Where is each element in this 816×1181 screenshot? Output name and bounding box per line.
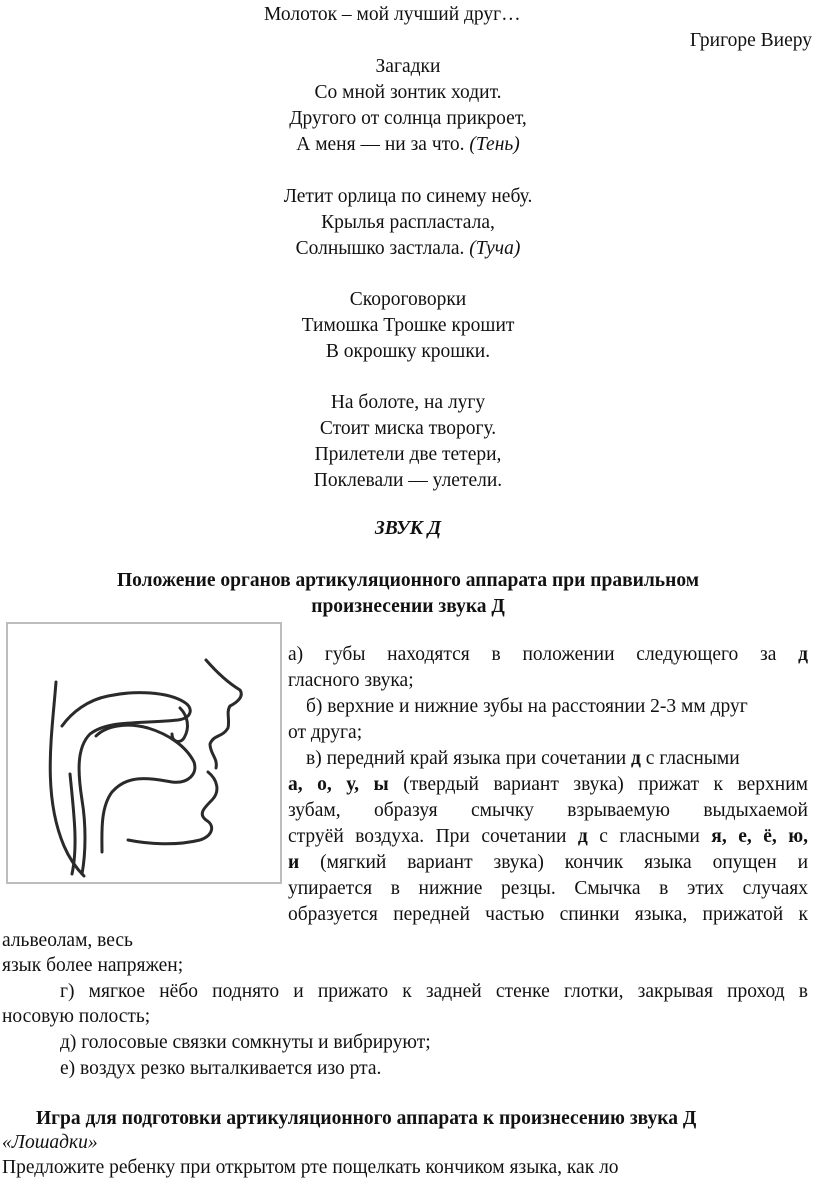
item-v-hard-vowels: а, о, у, ы [288, 774, 389, 795]
riddles-heading: Загадки [375, 56, 441, 77]
item-v-text-3: (твердый вариант звука) прижат к верхним [403, 774, 809, 795]
item-a-text: а) губы находятся в положении следующего за [288, 644, 777, 665]
item-v-text-5: с гласными [599, 826, 700, 847]
item-v-line-5 [288, 850, 808, 876]
item-g-line-1: г) мягкое нёбо поднято и прижато к задней стенке глотки, закрывая проход в [60, 981, 808, 1002]
articulation-profile-diagram-icon [8, 624, 280, 882]
twister-2-line-3: Прилетели две тетери, [314, 444, 502, 465]
section-subheading-line-1: Положение органов артикуляционного аппарата при правильном [117, 570, 699, 591]
twister-1-line-2: В окрошку крошки. [325, 341, 491, 362]
riddle-2-line-3 [0, 236, 816, 262]
poem-author: Григоре Виеру [689, 30, 812, 51]
twister-2-line-2: Стоит миска творогу. [319, 418, 497, 439]
item-v-text-6: (мягкий вариант звука) кончик языка опущен и [320, 852, 809, 873]
item-b-line-2: от друга; [288, 722, 363, 743]
game-heading: Игра для подготовки артикуляционного аппарата к произнесению звука Д [36, 1108, 697, 1129]
item-v-line-4 [288, 824, 808, 850]
item-v-letter-1: д [631, 748, 641, 769]
item-a-line-2: гласного звука; [288, 670, 414, 691]
game-name: «Лошадки» [2, 1132, 98, 1153]
item-v-line-3: зубам, образуя смычку взрываемую выдыхаемой [288, 800, 808, 821]
item-e: е) воздух резко выталкивается изо рта. [60, 1058, 382, 1079]
item-a-line-1 [288, 642, 808, 668]
game-text: Предложите ребенку при открытом рте пощелкать кончиком языка, как ло [2, 1157, 619, 1178]
riddle-1-answer: (Тень) [469, 134, 520, 155]
riddle-2-line-1: Летит орлица по синему небу. [283, 186, 533, 207]
item-v-line-2 [288, 772, 808, 798]
item-v-letter-2: д [577, 826, 588, 847]
item-v-soft-vowels: я, е, ё, ю, [711, 826, 808, 847]
riddle-1-line-3 [0, 132, 816, 158]
riddle-2-line-2: Крылья распластала, [321, 212, 495, 233]
item-v-text-4: струёй воздуха. При сочетании [288, 826, 567, 847]
item-v-text-2: с гласными [645, 748, 740, 769]
twister-2-line-4: Поклевали — улетели. [313, 470, 503, 491]
twister-1-line-1: Тимошка Трошке крошит [301, 315, 515, 336]
riddle-1-line-2: Другого от солнца прикроет, [289, 108, 527, 129]
item-v-line-6: упирается в нижние резцы. Смычка в этих случаях [288, 878, 808, 899]
riddle-2-last: Солнышко застлала. [295, 238, 465, 259]
item-a-letter: д [798, 644, 808, 665]
item-v-soft-vowel-i: и [288, 852, 300, 873]
item-d: д) голосовые связки сомкнуты и вибрируют; [60, 1032, 431, 1053]
twister-2-line-1: На болоте, на лугу [330, 392, 486, 413]
item-b-line-1: б) верхние и нижние зубы на расстоянии 2-3 мм друг [306, 696, 748, 717]
riddle-2-answer: (Туча) [469, 238, 521, 259]
item-g-line-2: носовую полость; [2, 1006, 151, 1027]
riddle-1-last: А меня — ни за что. [296, 134, 465, 155]
item-v-line-7: образуется передней частью спинки языка, прижатой к [288, 904, 808, 925]
item-v-line-8: альвеолам, весь [2, 930, 133, 951]
articulation-figure [6, 622, 282, 884]
item-v-text-1: в) передний край языка при сочетании [306, 748, 627, 769]
section-subheading-line-2: произнесении звука Д [311, 596, 505, 617]
item-v-line-1 [306, 746, 740, 772]
sound-heading: ЗВУК Д [374, 518, 442, 539]
poem-title: Молоток – мой лучший друг… [264, 4, 521, 25]
item-v-line-9: язык более напряжен; [2, 955, 184, 976]
tongue-twisters-heading: Скороговорки [349, 289, 467, 310]
riddle-1-line-1: Со мной зонтик ходит. [314, 82, 502, 103]
